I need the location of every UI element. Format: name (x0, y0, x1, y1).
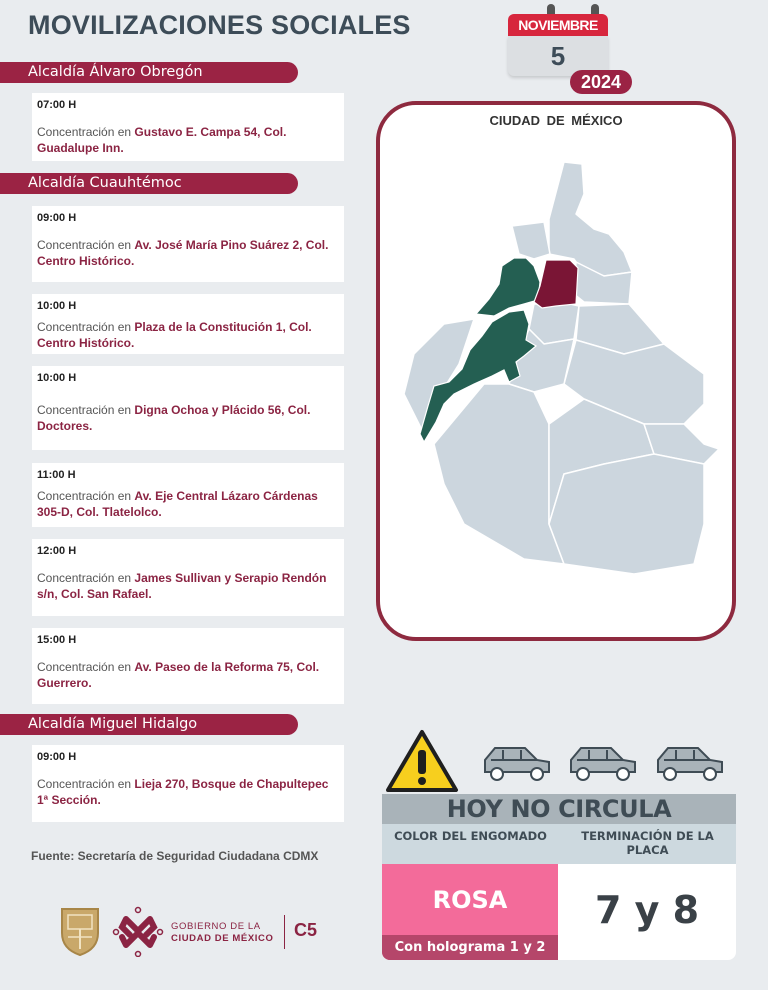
map-title: CIUDAD DE MÉXICO (489, 113, 623, 128)
plate-label: TERMINACIÓN DE LA PLACA (581, 829, 714, 857)
hoy-no-circula-icons (386, 728, 736, 794)
event-type: Concentración (37, 403, 115, 417)
event-card (32, 745, 344, 822)
event-type: Concentración (37, 777, 115, 791)
plate-endings: 7 y 8 (558, 864, 736, 960)
map-region-miguel-hidalgo (476, 258, 540, 316)
event-description (37, 659, 339, 691)
event-connector: en (114, 125, 135, 139)
event-type: Concentración (37, 238, 115, 252)
sticker-color-cell (382, 864, 558, 960)
event-place: Digna Ochoa y Plácido 56, Col. Doctores. (37, 403, 311, 433)
event-time: 09:00 H (37, 751, 77, 763)
calendar-month: NOVIEMBRE (508, 14, 608, 36)
hologram-note: Con holograma 1 y 2 (382, 935, 558, 960)
cdmx-map (376, 101, 736, 641)
footer-logos (58, 905, 338, 957)
event-card (32, 366, 344, 450)
event-connector: en (114, 238, 135, 252)
event-description (37, 488, 339, 520)
event-description (37, 237, 339, 269)
event-card (32, 628, 344, 704)
event-card (32, 539, 344, 616)
page-title: MOVILIZACIONES SOCIALES (28, 10, 411, 40)
event-type: Concentración (37, 320, 115, 334)
map-region-gam (549, 162, 632, 276)
event-connector: en (114, 403, 135, 417)
gov-logo-text (171, 921, 274, 945)
event-card (32, 93, 344, 161)
event-place: Lieja 270, Bosque de Chapultepec 1ª Sección. (37, 777, 329, 807)
event-place: James Sullivan y Serapio Rendón s/n, Col. San Rafael. (37, 571, 327, 601)
warning-icon (388, 732, 456, 790)
car-icon (485, 748, 549, 780)
event-place: Plaza de la Constitución 1, Col. Centro Histórico. (37, 320, 312, 350)
car-icon (658, 748, 722, 780)
calendar-day: 5 (508, 36, 608, 76)
event-time: 10:00 H (37, 300, 77, 312)
hoy-no-circula-values (382, 864, 736, 960)
event-description (37, 776, 339, 808)
map-region-cuauhtemoc (534, 260, 578, 308)
event-place: Gustavo E. Campa 54, Col. Guadalupe Inn. (37, 125, 287, 155)
section-header-alvaro-obregon: Alcaldía Álvaro Obregón (0, 62, 298, 83)
hoy-no-circula-labels (382, 824, 736, 864)
event-time: 15:00 H (37, 634, 77, 646)
event-card (32, 463, 344, 527)
map-region-milpa-alta (549, 454, 704, 574)
event-card (32, 206, 344, 282)
hoy-no-circula-title: HOY NO CIRCULA (382, 794, 736, 824)
event-time: 12:00 H (37, 545, 77, 557)
gov-line2: CIUDAD DE MÉXICO (171, 933, 274, 944)
gov-line1: GOBIERNO DE LA (171, 921, 261, 932)
c5-logo: C5 (294, 920, 318, 940)
calendar-year: 2024 (570, 70, 632, 94)
map-region-tlalpan (434, 384, 564, 564)
event-place: Av. José María Pino Suárez 2, Col. Centro Histórico. (37, 238, 329, 268)
event-type: Concentración (37, 489, 115, 503)
event-place: Av. Eje Central Lázaro Cárdenas 305-D, Col. Tlatelolco. (37, 489, 318, 519)
sticker-color: ROSA (432, 886, 508, 914)
car-icon (571, 748, 635, 780)
event-description (37, 570, 339, 602)
event-type: Concentración (37, 125, 115, 139)
event-time: 09:00 H (37, 212, 77, 224)
calendar-icon (506, 4, 630, 94)
event-connector: en (114, 571, 135, 585)
event-connector: en (114, 777, 135, 791)
coat-of-arms-icon (62, 909, 98, 955)
cdmx-logo-icon (114, 908, 163, 957)
event-connector: en (114, 320, 135, 334)
section-header-miguel-hidalgo: Alcaldía Miguel Hidalgo (0, 714, 298, 735)
event-connector: en (114, 489, 135, 503)
cdmx-map-shape (380, 105, 732, 637)
source-note: Fuente: Secretaría de Seguridad Ciudadana CDMX (31, 849, 319, 863)
map-region-azcapotzalco (512, 222, 550, 259)
event-type: Concentración (37, 571, 115, 585)
section-header-cuauhtemoc: Alcaldía Cuauhtémoc (0, 173, 298, 194)
event-description (37, 124, 339, 156)
color-label: COLOR DEL ENGOMADO (394, 829, 547, 843)
event-place: Av. Paseo de la Reforma 75, Col. Guerrero. (37, 660, 320, 690)
logo-divider (284, 915, 285, 949)
event-time: 07:00 H (37, 99, 77, 111)
event-connector: en (114, 660, 135, 674)
event-type: Concentración (37, 660, 115, 674)
event-description (37, 319, 339, 351)
event-time: 10:00 H (37, 372, 77, 384)
event-time: 11:00 H (37, 469, 76, 481)
event-card (32, 294, 344, 354)
event-description (37, 402, 339, 434)
